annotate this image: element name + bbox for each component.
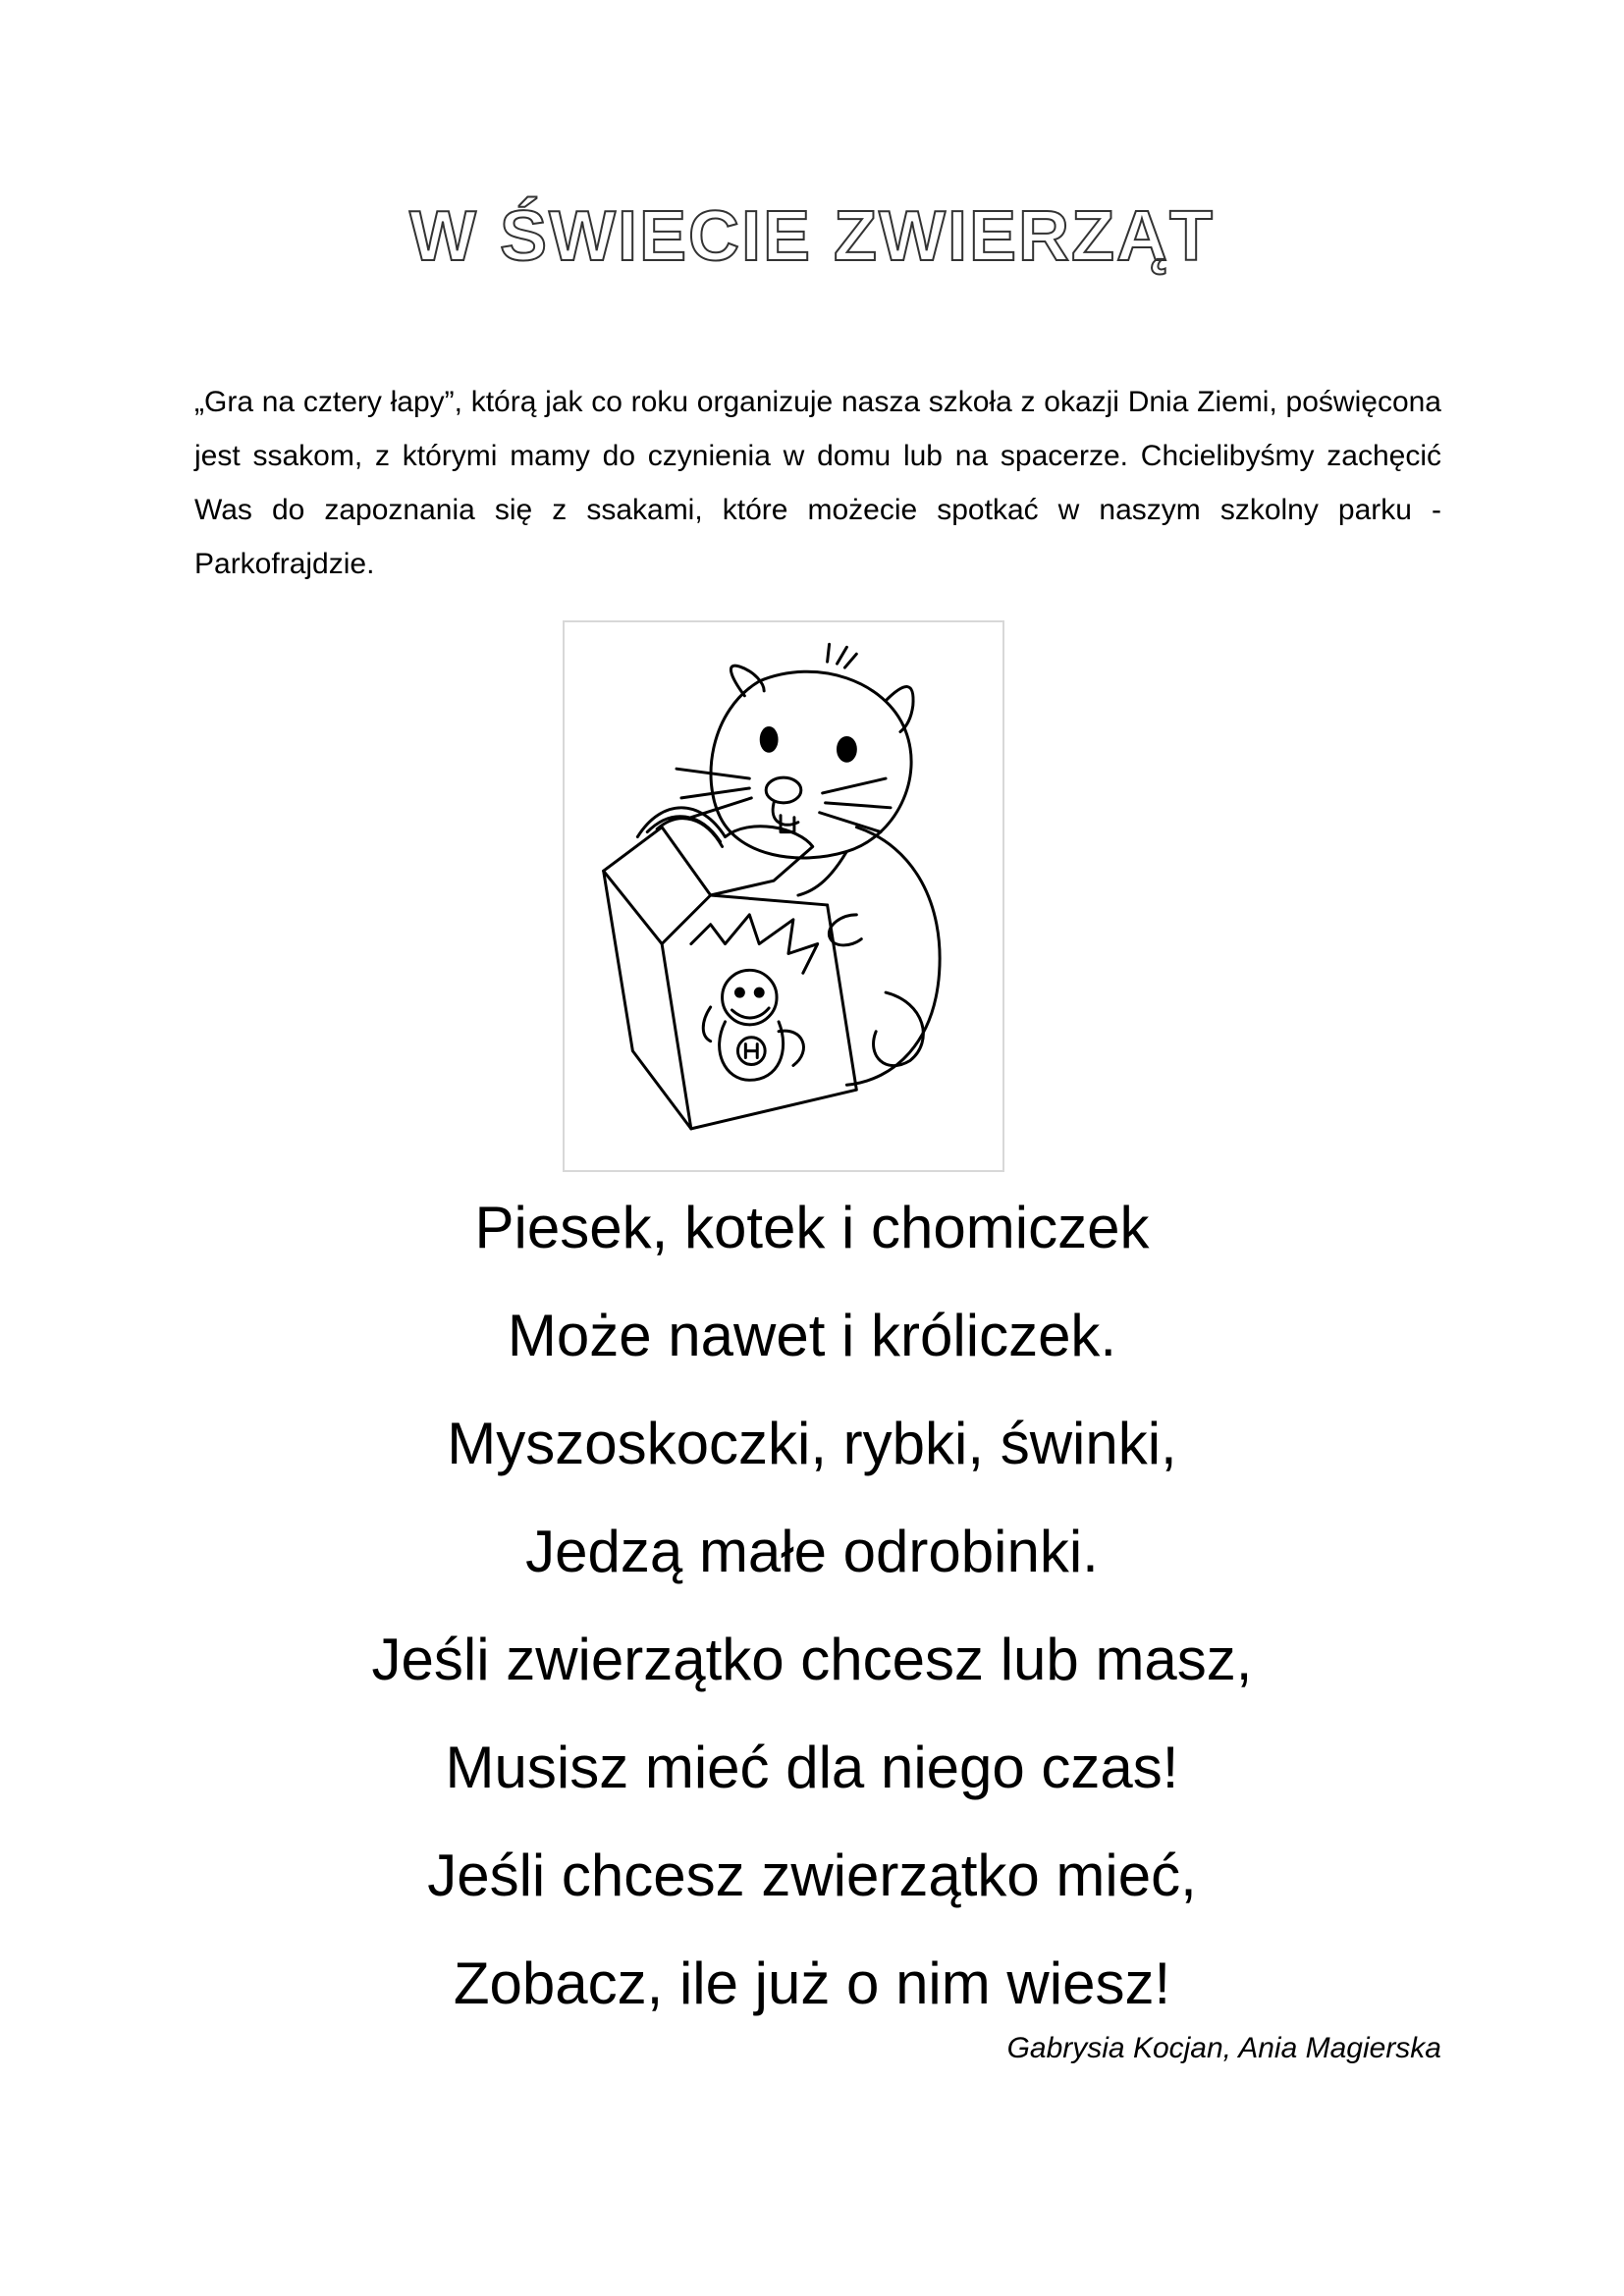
poem-line: Może nawet i króliczek. bbox=[507, 1303, 1117, 1368]
poem-line: Jeśli zwierzątko chcesz lub masz, bbox=[371, 1627, 1253, 1692]
authors-signature: Gabrysia Kocjan, Ania Magierska bbox=[1006, 2032, 1441, 2064]
poem-line: Jedzą małe odrobinki. bbox=[525, 1519, 1099, 1584]
poem-line: Musisz mieć dla niego czas! bbox=[445, 1735, 1179, 1800]
intro-paragraph: „Gra na cztery łapy”, którą jak co roku organizuje nasza szkoła z okazji Dnia Ziemi, poświęcona jest ssakom, z którymi mamy do czynienia w domu lub na spacerze. Chcielibyśmy zachęcić Was do zapoznania się z ssakami, które możecie spotkać w naszym szkolny parku - Parkofrajdzie. bbox=[194, 386, 1441, 580]
poem-line: Zobacz, ile już o nim wiesz! bbox=[453, 1950, 1171, 2016]
poem-line: Jeśli chcesz zwierzątko mieć, bbox=[427, 1842, 1197, 1908]
illustration-frame bbox=[563, 620, 1004, 1172]
page-title: W ŚWIECIE ZWIERZĄT bbox=[409, 197, 1215, 276]
poem-line: Myszoskoczki, rybki, świnki, bbox=[447, 1411, 1177, 1476]
hamster-reading-book-icon bbox=[565, 622, 1002, 1170]
poem bbox=[0, 1174, 1624, 2038]
poem-line: Piesek, kotek i chomiczek bbox=[474, 1195, 1150, 1260]
